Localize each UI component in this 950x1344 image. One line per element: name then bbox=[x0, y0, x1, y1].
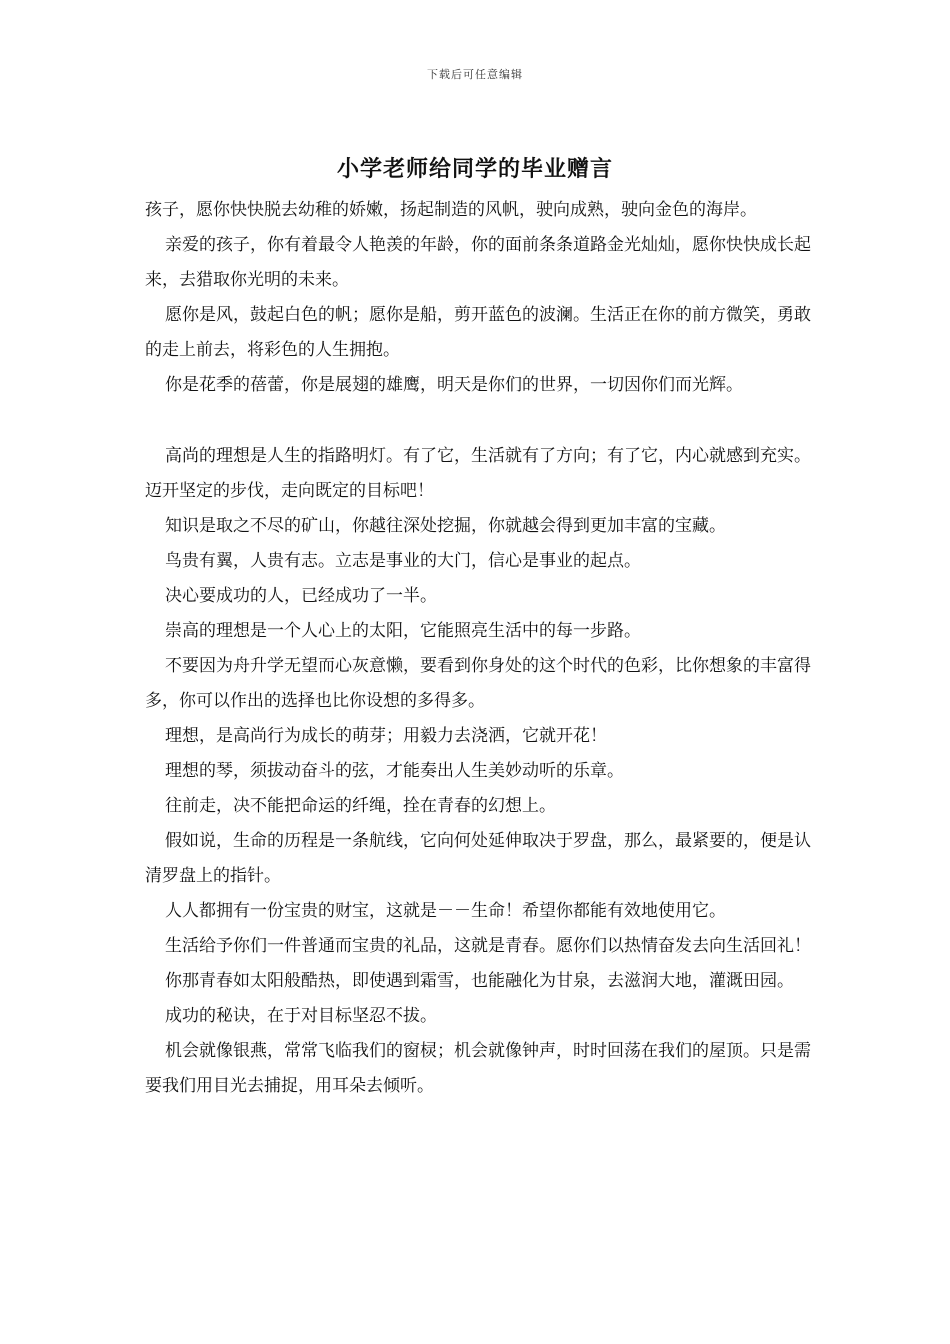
paragraph: 生活给予你们一件普通而宝贵的礼品，这就是青春。愿你们以热情奋发去向生活回礼！ bbox=[165, 936, 811, 956]
paragraph: 机会就像银燕，常常飞临我们的窗棂；机会就像钟声，时时回荡在我们的屋顶。只是需要我们用目光去捕捉，用耳朵去倾听。 bbox=[145, 1041, 811, 1096]
paragraph: 决心要成功的人，已经成功了一半。 bbox=[165, 586, 437, 606]
paragraph: 亲爱的孩子，你有着最令人艳羡的年龄，你的面前条条道路金光灿灿，愿你快快成长起来，去猎取你光明的未来。 bbox=[145, 235, 811, 290]
paragraph: 理想，是高尚行为成长的萌芽；用毅力去浇洒，它就开花！ bbox=[165, 726, 607, 746]
paragraph: 人人都拥有一份宝贵的财宝，这就是－－生命！希望你都能有效地使用它。 bbox=[165, 901, 726, 921]
paragraph: 高尚的理想是人生的指路明灯。有了它，生活就有了方向；有了它，内心就感到充实。迈开坚定的步伐，走向既定的目标吧！ bbox=[145, 446, 811, 501]
document-body bbox=[145, 193, 825, 1104]
paragraph: 鸟贵有翼，人贵有志。立志是事业的大门，信心是事业的起点。 bbox=[165, 551, 641, 571]
paragraph: 孩子，愿你快快脱去幼稚的娇嫩，扬起制造的风帆，驶向成熟，驶向金色的海岸。 bbox=[145, 200, 757, 220]
paragraph: 你那青春如太阳般酷热，即使遇到霜雪，也能融化为甘泉，去滋润大地，灌溉田园。 bbox=[165, 971, 794, 991]
paragraph: 成功的秘诀，在于对目标坚忍不拔。 bbox=[165, 1006, 437, 1026]
paragraph: 崇高的理想是一个人心上的太阳，它能照亮生活中的每一步路。 bbox=[165, 621, 641, 641]
paragraph: 往前走，决不能把命运的纤绳，拴在青春的幻想上。 bbox=[165, 796, 556, 816]
paragraph: 愿你是风，鼓起白色的帆；愿你是船，剪开蓝色的波澜。生活正在你的前方微笑，勇敢的走上前去，将彩色的人生拥抱。 bbox=[145, 305, 811, 360]
page-title: 小学老师给同学的毕业赠言 bbox=[336, 156, 613, 182]
paragraph: 不要因为舟升学无望而心灰意懒，要看到你身处的这个时代的色彩，比你想象的丰富得多，你可以作出的选择也比你设想的多得多。 bbox=[145, 656, 811, 711]
paragraph-gap bbox=[145, 403, 825, 439]
paragraph: 你是花季的蓓蕾，你是展翅的雄鹰，明天是你们的世界，一切因你们而光辉。 bbox=[165, 375, 743, 395]
paragraph: 知识是取之不尽的矿山，你越往深处挖掘，你就越会得到更加丰富的宝藏。 bbox=[165, 516, 726, 536]
paragraph: 假如说，生命的历程是一条航线，它向何处延伸取决于罗盘，那么，最紧要的，便是认清罗盘上的指针。 bbox=[145, 831, 811, 886]
paragraph: 理想的琴，须拔动奋斗的弦，才能奏出人生美妙动听的乐章。 bbox=[165, 761, 624, 781]
header-note: 下载后可任意编辑 bbox=[427, 68, 523, 81]
